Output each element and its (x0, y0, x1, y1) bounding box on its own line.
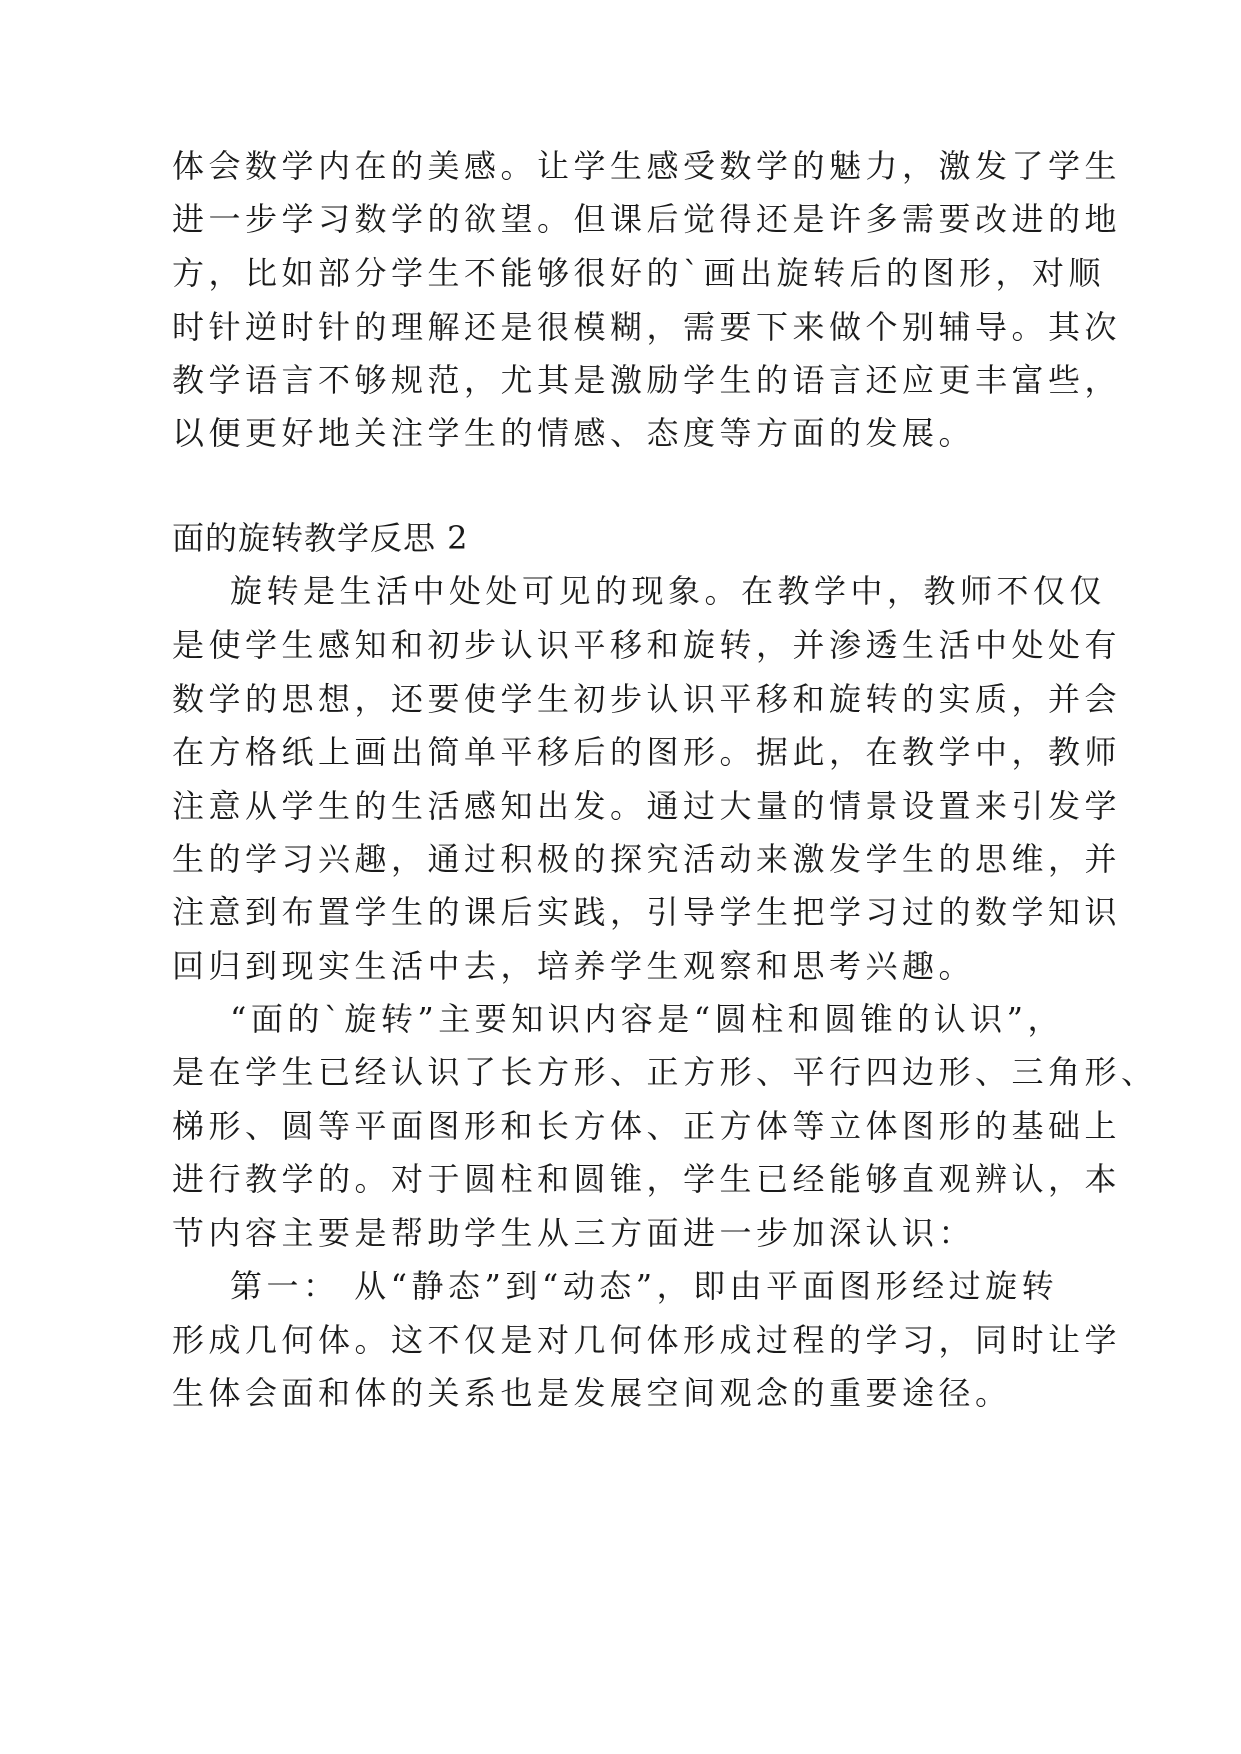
paragraph-2-line: 数学的思想，还要使学生初步认识平移和旋转的实质，并会 (172, 680, 1122, 718)
paragraph-4-line: 第一： 从“静态”到“动态”，即由平面图形经过旋转 (230, 1267, 1059, 1305)
paragraph-2-line: 旋转是生活中处处可见的现象。在教学中，教师不仅仅 (230, 572, 1107, 610)
paragraph-1-line: 教学语言不够规范，尤其是激励学生的语言还应更丰富些， (172, 361, 1122, 399)
paragraph-3-line: “面的`旋转”主要知识内容是“圆柱和圆锥的认识”， (230, 1000, 1064, 1038)
paragraph-2-line: 生的学习兴趣，通过积极的探究活动来激发学生的思维，并 (172, 840, 1122, 878)
paragraph-1-line: 方，比如部分学生不能够很好的`画出旋转后的图形，对顺 (172, 254, 1106, 292)
section-title: 面的旋转教学反思 2 (172, 519, 469, 557)
paragraph-2-line: 注意到布置学生的课后实践，引导学生把学习过的数学知识 (172, 893, 1122, 931)
paragraph-3-line: 梯形、圆等平面图形和长方体、正方体等立体图形的基础上 (172, 1107, 1122, 1145)
paragraph-1-line: 时针逆时针的理解还是很模糊，需要下来做个别辅导。其次 (172, 308, 1122, 346)
paragraph-1-line: 以便更好地关注学生的情感、态度等方面的发展。 (172, 414, 976, 452)
paragraph-4-line: 形成几何体。这不仅是对几何体形成过程的学习，同时让学 (172, 1321, 1122, 1359)
paragraph-2-line: 回归到现实生活中去，培养学生观察和思考兴趣。 (172, 947, 976, 985)
paragraph-1-line: 体会数学内在的美感。让学生感受数学的魅力，激发了学生 (172, 147, 1122, 185)
paragraph-2-line: 注意从学生的生活感知出发。通过大量的情景设置来引发学 (172, 787, 1122, 825)
paragraph-3-line: 进行教学的。对于圆柱和圆锥，学生已经能够直观辨认，本 (172, 1160, 1122, 1198)
paragraph-3-line: 是在学生已经认识了长方形、正方形、平行四边形、三角形、 (172, 1053, 1158, 1091)
paragraph-4-line: 生体会面和体的关系也是发展空间观念的重要途径。 (172, 1374, 1012, 1412)
paragraph-3-line: 节内容主要是帮助学生从三方面进一步加深认识： (172, 1214, 976, 1252)
paragraph-1-line: 进一步学习数学的欲望。但课后觉得还是许多需要改进的地 (172, 200, 1122, 238)
paragraph-2-line: 是使学生感知和初步认识平移和旋转，并渗透生活中处处有 (172, 626, 1122, 664)
paragraph-2-line: 在方格纸上画出简单平移后的图形。据此，在教学中，教师 (172, 733, 1122, 771)
